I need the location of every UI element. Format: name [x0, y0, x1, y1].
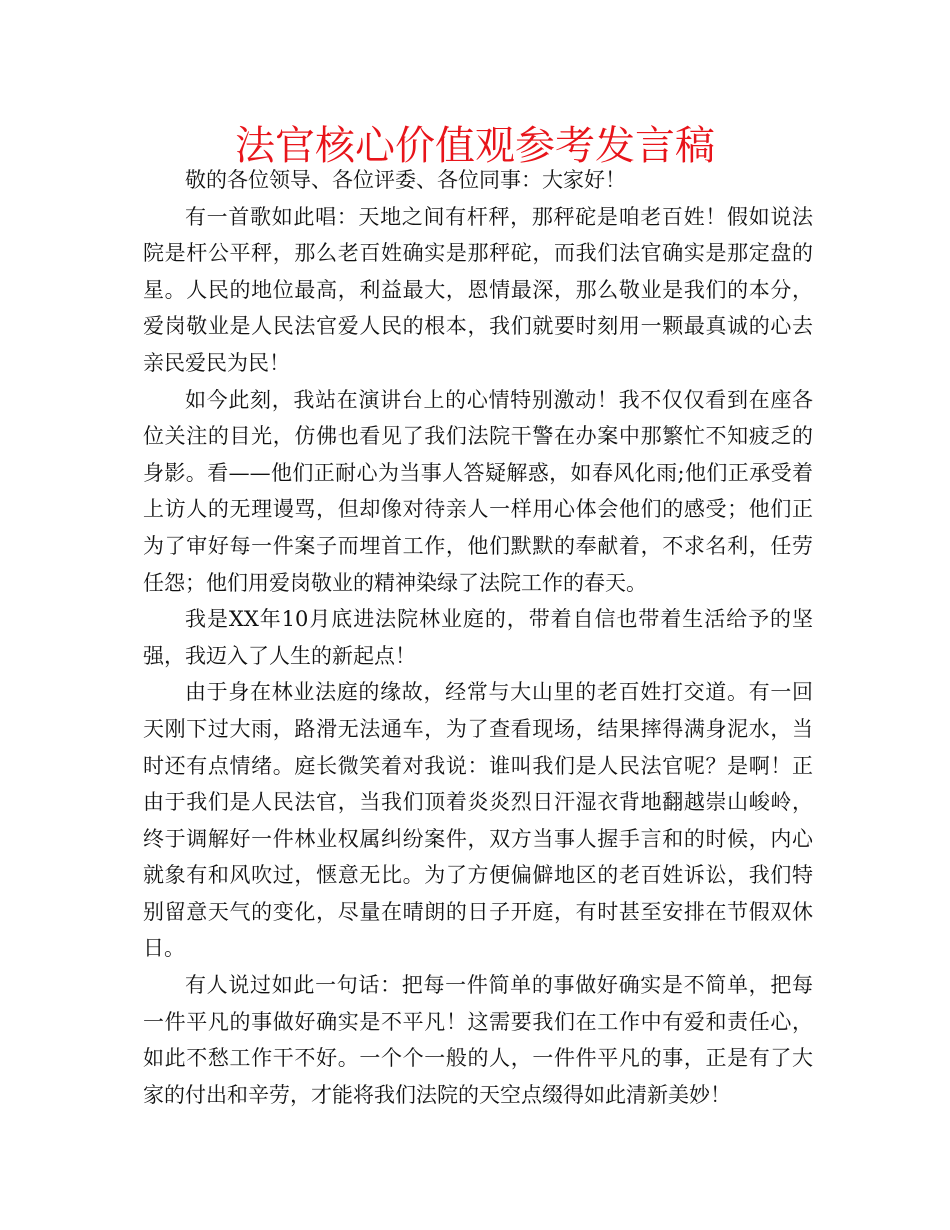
document-title: 法官核心价值观参考发言稿: [235, 123, 715, 169]
paragraph-podium: 如今此刻，我站在演讲台上的心情特别激动！我不仅仅看到在座各位关注的目光，仿佛也看见了我们法院干警在办案中那繁忙不知疲乏的身影。看——他们正耐心为当事人答疑解惑，如春风化雨;他们正承受着上访人的无理谩骂，但却像对待亲人一样用心体会他们的感受；他们正为了审好每一件案子而埋首工作，他们默默的奉献着，不求名利，任劳任怨；他们用爱岗敬业的精神染绿了法院工作的春天。: [143, 387, 813, 595]
paragraph-joining: 我是XX年10月底进法院林业庭的，带着自信也带着生活给予的坚强，我迈入了人生的新起点！: [143, 607, 813, 668]
paragraph-greeting: 敬的各位领导、各位评委、各位同事：大家好！: [185, 168, 626, 192]
paragraph-forestry-court: 由于身在林业法庭的缘故，经常与大山里的老百姓打交道。有一回天刚下过大雨，路滑无法通车，为了查看现场，结果摔得满身泥水，当时还有点情绪。庭长微笑着对我说：谁叫我们是人民法官呢？是啊！正由于我们是人民法官，当我们顶着炎炎烈日汗湿衣背地翻越崇山峻岭，终于调解好一件林业权属纠纷案件，双方当事人握手言和的时候，内心就象有和风吹过，惬意无比。为了方便偏僻地区的老百姓诉讼，我们特别留意天气的变化，尽量在晴朗的日子开庭，有时甚至安排在节假双休日。: [143, 680, 813, 961]
paragraph-song: 有一首歌如此唱：天地之间有杆秤，那秤砣是咱老百姓！假如说法院是杆公平秤，那么老百姓确实是那秤砣，而我们法官确实是那定盘的星。人民的地位最高，利益最大，恩情最深，那么敬业是我们的本分，爱岗敬业是人民法官爱人民的根本，我们就要时刻用一颗最真诚的心去亲民爱民为民！: [143, 204, 813, 375]
document-body: [143, 162, 813, 1113]
paragraph-conclusion: 有人说过如此一句话：把每一件简单的事做好确实是不简单，把每一件平凡的事做好确实是不平凡！这需要我们在工作中有爱和责任心，如此不愁工作干不好。一个个一般的人，一件件平凡的事，正是有了大家的付出和辛劳，才能将我们法院的天空点缀得如此清新美妙！: [143, 973, 813, 1107]
